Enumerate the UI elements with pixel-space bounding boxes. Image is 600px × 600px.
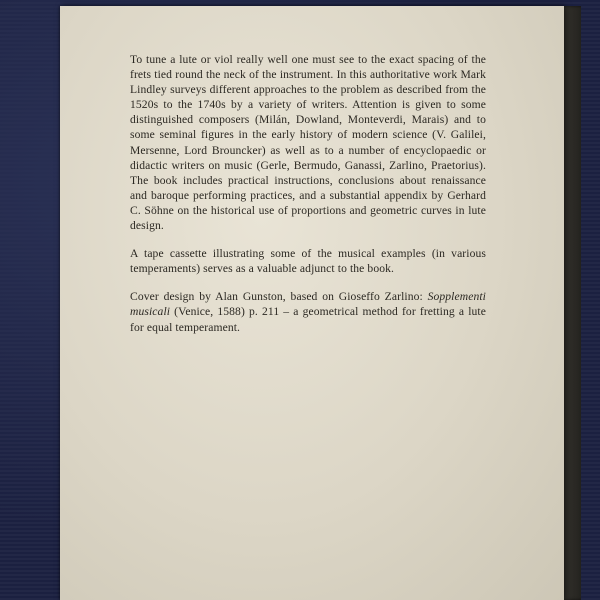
blurb-paragraph-1: To tune a lute or viol really well one must see to the exact spacing of the frets tied round the neck of the instrument. In this authoritative work Mark Lindley surveys different approaches to the problem as described from the 1520s to the 1740s by a variety of writers. Attention is given to some distinguished composers (Milán, Dowland, Monteverdi, Marais) and to some seminal figures in the early history of modern science (V. Galilei, Mersenne, Lord Brouncker) as well as to a number of encyclopaedic or didactic writers on music (Gerle, Bermudo, Ganassi, Zarlino, Praetorius). The book includes practical instructions, conclusions about renaissance and baroque performing practices, and a substantial appendix by Gerhard C. Söhne on the historical use of proportions and geometric curves in lute design. xyxy=(130,53,486,233)
credit-prefix: Cover design by Alan Gunston, based on Gioseffo Zarlino: xyxy=(130,290,428,304)
blurb-paragraph-2: A tape cassette illustrating some of the musical examples (in various temperaments) serves as a valuable adjunct to the book. xyxy=(130,247,486,276)
cover-text-block xyxy=(130,52,486,348)
cover-credit xyxy=(130,289,486,334)
credit-suffix: (Venice, 1588) p. 211 – a geometrical method for fretting a lute for equal temperament. xyxy=(130,305,486,334)
credit-source-title: Sopplementi musicali xyxy=(130,290,486,319)
